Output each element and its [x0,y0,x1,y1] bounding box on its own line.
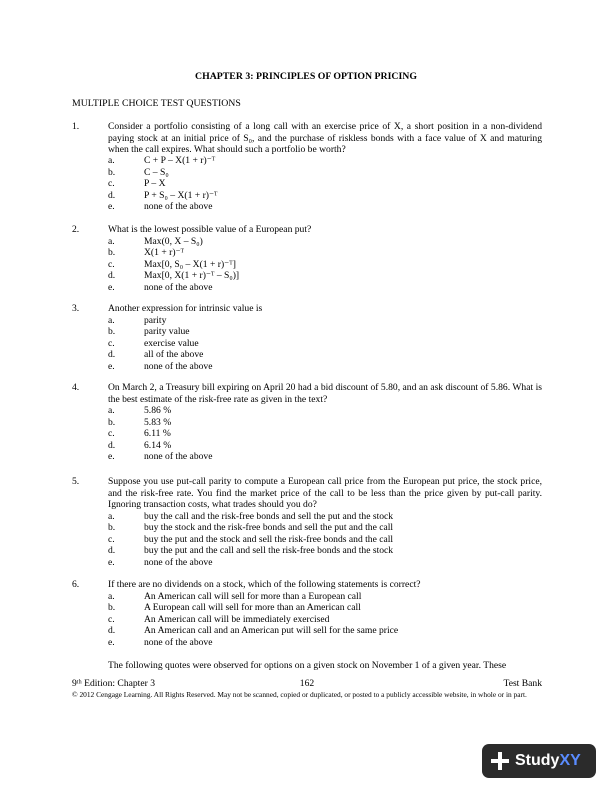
question-number: 2. [72,224,80,235]
option-label: e. [108,360,115,372]
option-text: none of the above [144,281,213,293]
option-d [108,270,542,282]
question-text: On March 2, a Treasury bill expiring on April 20 had a bid discount of 5.80, and an ask discount of 5.86. What is the best estimate of the risk-free rate as given in the text? [108,382,542,405]
option-label: b. [108,522,116,533]
option-text: all of the above [144,349,204,360]
option-label: a. [108,155,115,166]
option-label: e. [108,451,115,462]
option-text: none of the above [144,360,213,372]
option-label: c. [108,337,115,349]
question-text: Suppose you use put-call parity to compute a European call price from the European put price, the stock price, and the risk-free rate. You find the market price of the call to be less than the price given by put-call parity. Ignoring transaction costs, what trades should you do? [108,476,542,510]
option-text: none of the above [144,556,213,568]
option-label: a. [108,314,115,326]
option-d [108,545,542,557]
option-label: d. [108,349,116,360]
option-label: d. [108,545,116,556]
option-text: C – S₀ [144,166,169,178]
footer-test-bank: Test Bank [503,678,542,689]
option-label: b. [108,602,116,613]
option-e [108,282,542,294]
option-e [108,637,542,649]
option-text: buy the stock and the risk-free bonds and sell the put and the call [144,522,394,533]
option-text: P – X [144,178,166,189]
option-label: d. [108,625,116,636]
option-a [108,155,542,167]
copyright-notice: © 2012 Cengage Learning. All Rights Reserved. May not be scanned, copied or duplicated, or posted to a publicly accessible website, in whole or in part. [72,690,527,699]
studyxy-badge[interactable] [482,744,596,778]
option-e [108,557,542,569]
option-label: b. [108,247,116,258]
option-c [108,178,542,190]
option-label: e. [108,556,115,568]
option-label: a. [108,235,115,247]
option-text: none of the above [144,201,213,212]
quotes-intro-text: The following quotes were observed for options on a given stock on November 1 of a given year. These [108,660,507,671]
option-label: e. [108,636,115,648]
option-b [108,167,542,179]
section-heading: MULTIPLE CHOICE TEST QUESTIONS [72,98,241,109]
option-label: c. [108,428,115,439]
option-b [108,522,542,534]
option-label: c. [108,613,115,625]
option-text: 6.11 % [144,428,171,439]
footer-edition: 9ᵗʰ Edition: Chapter 3 [72,678,155,689]
question-number: 3. [72,303,80,314]
option-c [108,338,542,350]
option-text: Max[0, S₀ – X(1 + r)⁻ᵀ] [144,258,236,270]
option-label: e. [108,201,115,212]
option-b [108,247,542,259]
option-text: buy the put and the stock and sell the risk-free bonds and the call [144,533,394,545]
question-text: Another expression for intrinsic value is [108,303,263,314]
brand-name-xy: XY [559,752,581,769]
question-text: What is the lowest possible value of a European put? [108,224,312,235]
option-e [108,451,542,463]
option-text: none of the above [144,451,213,462]
option-d [108,625,542,637]
option-label: d. [108,439,116,451]
option-label: b. [108,416,116,428]
option-c [108,534,542,546]
option-label: d. [108,270,116,281]
option-text: buy the put and the call and sell the risk-free bonds and the stock [144,545,394,556]
option-text: P + S₀ – X(1 + r)⁻ᵀ [144,189,218,201]
option-label: e. [108,281,115,293]
option-b [108,417,542,429]
option-a [108,511,542,523]
option-text: 6.14 % [144,439,172,451]
option-a [108,315,542,327]
brand-name-study: Study [515,752,560,769]
option-label: a. [108,510,115,522]
option-text: 5.83 % [144,416,172,428]
option-d [108,190,542,202]
option-text: An American call and an American put will sell for the same price [144,625,399,636]
option-text: buy the call and the risk-free bonds and sell the put and the stock [144,510,394,522]
option-a [108,236,542,248]
option-text: C + P – X(1 + r)⁻ᵀ [144,155,216,166]
option-c [108,428,542,440]
option-label: a. [108,405,115,416]
option-c [108,614,542,626]
option-label: d. [108,189,116,201]
question-text: Consider a portfolio consisting of a long call with an exercise price of X, a short position in a non-dividend paying stock at an initial price of S₀, and the purchase of riskless bonds with a face value of X and maturing when the call expires. What should such a portfolio be worth? [108,121,542,155]
option-text: none of the above [144,636,213,648]
option-text: Max(0, X – S₀) [144,235,203,247]
option-text: A European call will sell for more than an American call [144,602,361,613]
option-label: c. [108,533,115,545]
option-c [108,259,542,271]
option-label: a. [108,590,115,602]
question-number: 4. [72,382,80,393]
plus-icon [491,752,509,770]
option-text: An American call will be immediately exercised [144,613,330,625]
option-label: b. [108,166,116,178]
option-text: parity value [144,326,190,337]
brand-logo [515,751,581,771]
option-e [108,201,542,213]
option-text: 5.86 % [144,405,172,416]
option-text: An American call will sell for more than a European call [144,590,362,602]
option-text: Max[0, X(1 + r)⁻ᵀ – S₀)] [144,270,240,281]
option-a [108,591,542,603]
chapter-title: CHAPTER 3: PRINCIPLES OF OPTION PRICING [195,71,417,82]
option-e [108,361,542,373]
option-text: parity [144,314,167,326]
option-d [108,349,542,361]
option-label: b. [108,326,116,337]
option-label: c. [108,258,115,270]
question-number: 1. [72,121,80,132]
option-d [108,440,542,452]
page-number: 162 [299,678,315,689]
option-text: X(1 + r)⁻ᵀ [144,247,185,258]
question-text: If there are no dividends on a stock, which of the following statements is correct? [108,579,421,590]
option-b [108,602,542,614]
option-a [108,405,542,417]
option-b [108,326,542,338]
question-number: 5. [72,476,80,487]
option-label: c. [108,178,115,189]
option-text: exercise value [144,337,199,349]
question-number: 6. [72,579,80,590]
